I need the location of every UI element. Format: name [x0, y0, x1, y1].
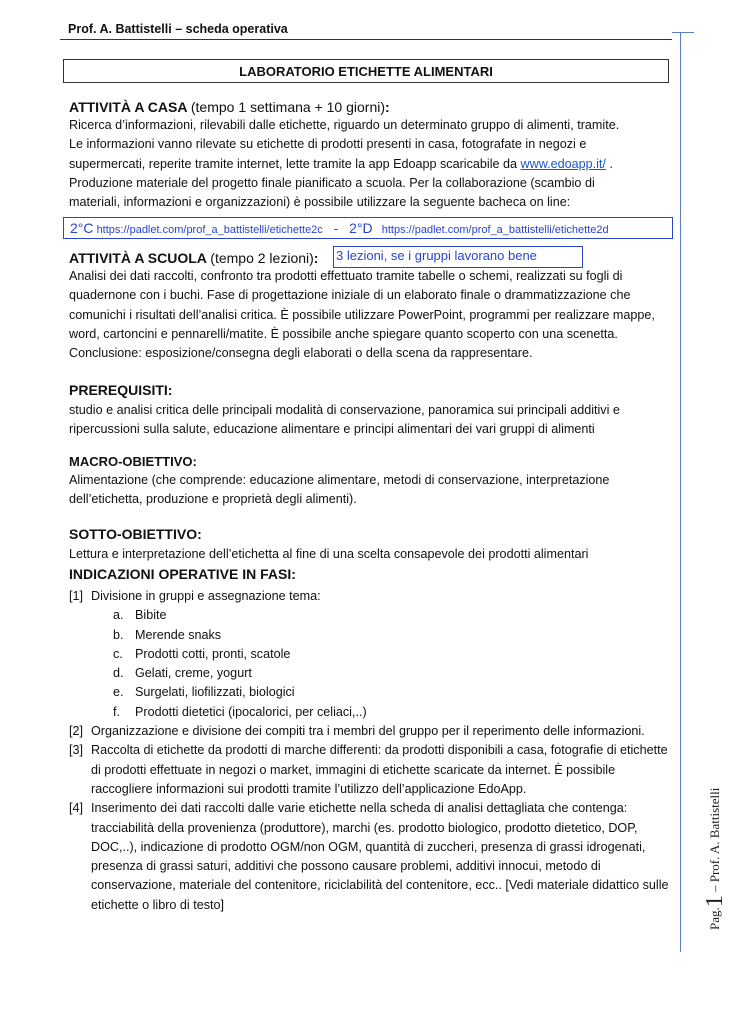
scuola-text: Analisi dei dati raccolti, confronto tra prodotti effettuato tramite tabelle o schemi, realizzati su fogli di quadernone con i buchi. Fase di progettazione iniziale di un elaborato finale o drammatizzazione che comunichi i risultati dell’analisi critica. È possibile utilizzare PowerPoint, programmi per realizzare mappe, word, cartoncini e pennarelli/matite. È possibile anche spiegare quanto scoperto con una scenetta. Conclusione: esposizione/consegna degli elaborati o della scena da rappresentare. — [69, 269, 655, 361]
list-item — [69, 587, 669, 606]
sub-list-item — [69, 703, 669, 722]
sub-letter: f. — [113, 704, 120, 719]
sub-item-text: Prodotti cotti, pronti, scatole — [135, 646, 291, 661]
heading-casa-colon: : — [385, 99, 390, 115]
page-author: – Prof. A. Battistelli — [707, 787, 722, 892]
page-number-label — [702, 788, 729, 930]
sub-letter: a. — [113, 608, 124, 623]
page-number: 1 — [702, 895, 728, 908]
class-2d-label: 2°D — [349, 220, 373, 236]
sotto-text: Lettura e interpretazione dell’etichetta al fine di una scelta consapevole dei prodotti alimentari — [69, 547, 589, 561]
list-number: [3] — [69, 743, 84, 758]
casa-line-5: materiali, informazioni e organizzazioni) è possibile utilizzare la seguente bacheca on line: — [69, 195, 571, 210]
list-item — [69, 799, 669, 915]
section-heading-sotto: SOTTO-OBIETTIVO: — [69, 526, 202, 542]
prerequisiti-text: studio e analisi critica delle principali modalità di conservazione, panoramica sui principali additivi e ripercussioni sulla salute, educazione alimentare e principi alimentari dei vari gruppi di alimenti — [69, 403, 620, 437]
list-item-text: Organizzazione e divisione dei compiti tra i membri del gruppo per il reperimento delle informazioni. — [91, 724, 645, 739]
section-prerequisiti — [69, 381, 669, 440]
sub-item-text: Surgelati, liofilizzati, biologici — [135, 685, 295, 700]
casa-line-3-text: supermercati, reperite tramite internet, lette tramite la app Edoapp scaricabile da — [69, 156, 521, 171]
heading-scuola-time: (tempo 2 lezioni) — [210, 250, 314, 266]
section-heading-indicazioni: INDICAZIONI OPERATIVE IN FASI: — [69, 566, 296, 583]
padlet-separator: - — [325, 220, 347, 236]
operative-list — [69, 587, 669, 915]
margin-rule-top — [672, 32, 694, 33]
list-item — [69, 722, 669, 741]
header-divider — [60, 39, 672, 40]
macro-text: Alimentazione (che comprende: educazione alimentare, metodi di conservazione, interpretazione dell’etichetta, produzione e proprietà degli alimenti). — [69, 473, 610, 507]
document-title: LABORATORIO ETICHETTE ALIMENTARI — [63, 59, 669, 83]
page-prefix: Pag. — [707, 907, 722, 930]
casa-line-3-end: . — [605, 156, 613, 171]
list-number: [1] — [69, 589, 84, 603]
sub-list-item — [69, 664, 669, 683]
sub-list-item — [69, 683, 669, 702]
sub-item-text: Gelati, creme, yogurt — [135, 666, 252, 681]
section-heading-casa — [69, 98, 669, 116]
list-number: [4] — [69, 801, 84, 816]
heading-casa-title: ATTIVITÀ A CASA — [69, 99, 187, 115]
section-macro — [69, 454, 669, 510]
sub-letter: e. — [113, 685, 124, 700]
sub-letter: d. — [113, 666, 124, 681]
padlet-link-2d[interactable]: https://padlet.com/prof_a_battistelli/etichette2d — [381, 224, 609, 236]
page-header: Prof. A. Battistelli – scheda operativa — [68, 22, 288, 36]
casa-line-2: Le informazioni vanno rilevate su etichette di prodotti presenti in casa, fotografate in negozi e — [69, 137, 587, 152]
heading-scuola-colon: : — [313, 250, 319, 266]
heading-casa-time: (tempo 1 settimana + 10 giorni) — [190, 99, 386, 115]
sub-item-text: Merende snaks — [135, 627, 222, 642]
casa-line-4: Produzione materiale del progetto finale pianificato a scuola. Per la collaborazione (scambio di — [69, 175, 595, 190]
list-item-text: Inserimento dei dati raccolti dalle varie etichette nella scheda di analisi dettagliata che contenga: tracciabilità della provenienza (produttore), marchi (es. prodotto biologico, prodotto dietetico, DOP, DOC,..), indicazione di prodotto OGM/non OGM, quantità di zuccheri, presenza di grassi idrogenati, presenza di grassi saturi, additivi che possono causare problemi, additivi innocui, metodo di conservazione, materiale del contenitore, riciclabilità del contenitore, ecc.. [Vedi materiale didattico sulle etichette o libro di testo] — [91, 801, 669, 912]
sub-item-text: Prodotti dietetici (ipocalorici, per celiaci,..) — [135, 704, 367, 719]
casa-line-1: Ricerca d’informazioni, rilevabili dalle etichette, riguardo un determinato gruppo di alimenti, tramite. — [69, 118, 620, 132]
list-item-text: Divisione in gruppi e assegnazione tema: — [91, 589, 321, 603]
margin-rule — [680, 32, 681, 952]
edoapp-link[interactable]: www.edoapp.it/ — [520, 156, 606, 171]
casa-line-3 — [69, 155, 669, 174]
section-sotto — [69, 525, 669, 583]
sub-list-item — [69, 645, 669, 664]
heading-scuola-title: ATTIVITÀ A SCUOLA — [69, 250, 207, 266]
sub-list-item — [69, 606, 669, 625]
section-heading-macro: MACRO-OBIETTIVO: — [69, 454, 197, 469]
sub-item-text: Bibite — [135, 608, 167, 623]
section-heading-prerequisiti: PREREQUISITI: — [69, 382, 173, 398]
list-item-text: Raccolta di etichette da prodotti di marche differenti: da prodotti disponibili a casa, fotografie di etichette di prodotti effettuate in negozi o market, immagini di etichette scaricate da internet. È possibile raccogliere informazioni sui prodotti tramite l’utilizzo dell’applicazione EdoApp. — [91, 743, 668, 796]
sub-list-item — [69, 626, 669, 645]
section-casa — [69, 98, 669, 212]
lesson-note-box: 3 lezioni, se i gruppi lavorano bene — [333, 246, 583, 268]
list-number: [2] — [69, 724, 84, 739]
padlet-links-box — [63, 217, 673, 239]
sub-letter: b. — [113, 627, 124, 642]
list-item — [69, 741, 669, 799]
sub-letter: c. — [113, 646, 123, 661]
padlet-link-2c[interactable]: https://padlet.com/prof_a_battistelli/etichette2c — [96, 224, 323, 236]
class-2c-label: 2°C — [70, 220, 94, 236]
